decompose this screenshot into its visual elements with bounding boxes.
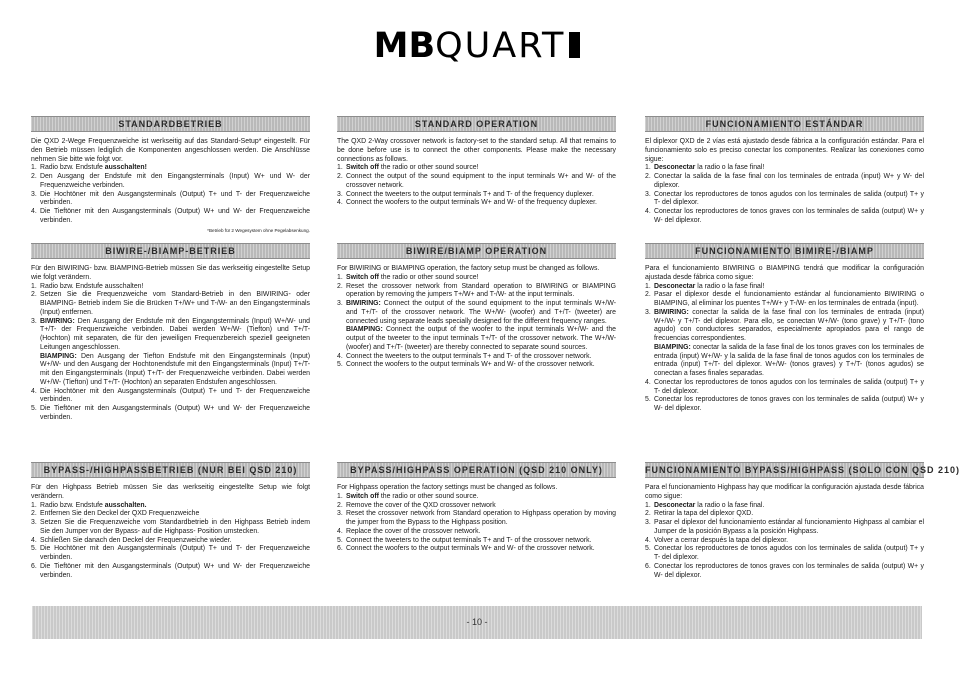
section-standard-en — [337, 116, 616, 208]
section-intro: For Highpass operation the factory settings must be changed as follows. — [337, 484, 558, 491]
page-number: - 10 - — [466, 617, 488, 627]
step-item: 2. Entfernen Sie den Deckel der QXD Frequenzweiche — [31, 510, 200, 518]
section-intro: The QXD 2-Way crossover network is factory-set to the standard setup. All that remains to be done before use is to connect the other components. Please make the necessary connections as follows. — [337, 138, 616, 163]
section-standard-de — [31, 116, 310, 234]
section-biwire-en — [337, 243, 616, 370]
steps-list — [31, 502, 310, 581]
step-item: 5. Conectar los reproductores de tonos agudos con los terminales de salida (output) T+ y T- del diplexor. — [645, 545, 924, 561]
step-item: 2. Conectar la salida de la fase final con los terminales de entrada (input) W+ y W- del diplexor. — [645, 173, 924, 189]
step-item: 2. Den Ausgang der Endstufe mit den Eingangsterminals (Input) W+ und W- der Frequenzweiche verbinden. — [31, 173, 310, 189]
section-biwire-de — [31, 243, 310, 423]
section-heading: BYPASS/HIGHPASS OPERATION (QSD 210 ONLY) — [337, 462, 616, 478]
step-item: 2. Remove the cover of the QXD crossover network — [337, 501, 496, 509]
step-item: 4. Die Hochtöner mit den Ausgangsterminals (Output) T+ und T- der Frequenzweiche verbinden. — [31, 387, 310, 404]
step-item: 5. Connect the woofers to the output terminals W+ and W- of the crossover network. — [337, 361, 595, 369]
section-bypass-en — [337, 462, 616, 554]
section-biwire-es — [645, 243, 924, 414]
step-item: 1. Desconectar la radio o la fase final! — [645, 282, 765, 290]
footnote: *Betrieb für 2 Wegesystem ohne Pegelabsenkung. — [207, 227, 310, 233]
section-heading: BIWIRE/BIAMP OPERATION — [337, 243, 616, 259]
step-item: 3. Reset the crossover network from Standard operation to Highpass operation by moving the jumper from the Bypass to the Highpass position. — [337, 510, 616, 526]
section-standard-es — [645, 116, 924, 226]
step-item: 3. Die Hochtöner mit den Ausgangsterminals (Output) T+ und T- der Frequenzweiche verbinden. — [31, 190, 310, 207]
section-heading: FUNCIONAMIENTO ESTÁNDAR — [645, 116, 924, 132]
page-footer-bar — [32, 606, 922, 639]
step-item: 3. BIWIRING: conectar la salida de la fase final con los terminales de entrada (input) W+/W- y T+/T- del diplexor. Para ello, se conectan W+/W- (tono grave) y T+/T- (tono agudo) con conductores separados, especialmente apropiados para el rango de frecuencias correspondientes. BIAMPING: conectar la salida de la fase final de los tonos graves con los terminales de entrada (input) W+/W- y la salida de la fase final de tonos agudos con los terminales de entrada (input) T+/T- del diplexor. W+/W- (tonos graves) y T+/T- (tonos agudos) se conectan a fases finales separadas. — [645, 308, 924, 377]
section-intro: El diplexor QXD de 2 vías está ajustado desde fábrica a la configuración estándar. Para el funcionamiento solo es preciso conectar los componentes. Realizar las conexiones como sigue: — [645, 138, 924, 163]
mb-quart-logo — [0, 26, 954, 66]
step-item: 6. Die Tieftöner mit den Ausgangsterminals (Output) W+ und W- der Frequenzweiche verbinden. — [31, 562, 310, 579]
steps-list — [645, 502, 924, 581]
section-intro: Für den Highpass Betrieb müssen Sie das werkseitig eingestellte Setup wie folgt verändern. — [31, 484, 310, 500]
step-item: 4. Conectar los reproductores de tonos agudos con los terminales de salida (output) T+ y T- del diplexor. — [645, 378, 924, 395]
step-item: 2. Pasar el diplexor desde el funcionamiento estándar al funcionamiento BIWIRING o BIAMPING, al eliminar los puentes T+/W+ y T-/W- en los terminales de entrada (input). — [645, 291, 924, 307]
section-heading: STANDARDBETRIEB — [31, 116, 310, 132]
steps-list — [31, 283, 310, 423]
step-item: 4. Conectar los reproductores de tonos graves con los terminales de salida (output) W+ y W- del diplexor. — [645, 208, 924, 224]
logo-bar-mark — [569, 32, 580, 58]
step-item: 4. Connect the tweeters to the output terminals T+ and T- of the crossover network. — [337, 352, 592, 360]
section-intro: Die QXD 2-Wege Frequenzweiche ist werkseitig auf das Standard-Setup* eingestellt. Für den Betrieb müssen lediglich die Komponenten angeschlossen werden. Die Anschlüsse nehmen Sie bitte wie folgt vor. — [31, 138, 310, 163]
steps-list — [645, 283, 924, 414]
step-item: 1. Radio bzw. Endstufe ausschalten. — [31, 501, 147, 509]
section-bypass-de — [31, 462, 310, 580]
section-heading: BIWIRE-/BIAMP-BETRIEB — [31, 243, 310, 259]
section-bypass-es — [645, 462, 960, 580]
step-item: 1. Switch off the radio or other sound source. — [337, 492, 479, 500]
steps-list — [337, 274, 616, 370]
section-heading: BYPASS-/HIGHPASSBETRIEB (NUR BEI QSD 210) — [31, 462, 310, 478]
step-item: 6. Conectar los reproductores de tonos graves con los terminales de salida (output) W+ y W- del diplexor. — [645, 562, 924, 579]
steps-list — [337, 493, 616, 554]
step-item: 3. BIWIRING: Connect the output of the sound equipment to the input terminals W+/W- and T+/T- of the crossover network. The W+/W- (woofer) and T+/T- (tweeter) are connected using separate leads specially designed for the different frequency ranges. BIAMPING: Connect the output of the woofer to the input terminals W+/W- and the output of the tweeter to the input terminals T+/T- of the crossover network. The W+/W- (woofer) and T+/T- (tweeter) are thereby connected to separate sound sources. — [337, 300, 617, 351]
steps-list — [645, 164, 924, 225]
step-item: 1. Switch off the radio or other sound source! — [337, 273, 479, 281]
step-item: 3. Connect the tweeters to the output terminals T+ and T- of the frequency duplexer. — [337, 190, 594, 198]
step-item: 4. Connect the woofers to the output terminals W+ and W- of the frequency duplexer. — [337, 199, 597, 207]
step-item: 4. Schließen Sie danach den Deckel der Frequenzweiche wieder. — [31, 536, 232, 544]
step-item: 5. Die Hochtöner mit den Ausgangsterminals (Output) T+ und T- der Frequenzweiche verbinden. — [31, 545, 310, 561]
step-item: 5. Conectar los reproductores de tonos graves con los terminales de salida (output) W+ y W- del diplexor. — [645, 396, 924, 412]
step-item: 3. BIWIRING: Den Ausgang der Endstufe mit den Eingangsterminals (Input) W+/W- und T+/T- der Frequenzweiche verbinden. Dabei werden W+/W- (Tiefton) und T+/T- (Hochton) mit separaten, die für den jeweiligen Frequenzbereich speziell geeigneten Leitungen angeschlossen. BIAMPING: Den Ausgang der Tiefton Endstufe mit den Eingangsterminals (Input) W+/W- und den Ausgang der Hochtonendstufe mit den Eingangsterminals (Input) T+/T- mit den Eingangsterminals (Input) T+/T- der Frequenzweiche verbinden. Dabei werden W+/W- (Tiefton) und T+/T- (Hochton) an separaten Endstufen angeschlossen. — [31, 317, 311, 386]
section-intro: Para el funcionamiento Highpass hay que modificar la configuración ajustada desde fábrica como sigue: — [645, 484, 924, 500]
step-item: 5. Die Tieftöner mit den Ausgangsterminals (Output) W+ und W- der Frequenzweiche verbinden. — [31, 405, 310, 421]
section-intro: For BIWIRING or BIAMPING operation, the factory setup must be changed as follows. — [337, 265, 600, 272]
step-item: 4. Replace the cover of the crossover network. — [337, 527, 481, 535]
step-item: 3. Conectar los reproductores de tonos agudos con los terminales de salida (output) T+ y T- del diplexor. — [645, 190, 924, 207]
section-heading: FUNCIONAMIENTO BYPASS/HIGHPASS (SOLO CON QSD 210) — [645, 462, 924, 478]
logo-bold-text: MB — [373, 26, 436, 66]
step-item: 6. Connect the woofers to the output terminals W+ and W- of the crossover network. — [337, 545, 595, 553]
logo-thin-text: QUART — [435, 26, 566, 66]
steps-list — [337, 164, 616, 208]
steps-list — [31, 164, 310, 225]
step-item: 1. Switch off the radio or other sound source! — [337, 164, 479, 172]
step-item: 4. Volver a cerrar después la tapa del diplexor. — [645, 536, 789, 544]
step-item: 1. Desconectar la radio o la fase final. — [645, 501, 765, 509]
step-item: 3. Pasar el diplexor del funcionamiento estándar al funcionamiento Highpass al cambiar el Jumper de la posición Bypass a la posición Highpass. — [645, 519, 924, 535]
step-item: 5. Connect the tweeters to the output terminals T+ and T- of the crossover network. — [337, 536, 592, 544]
step-item: 2. Setzen Sie die Frequenzweiche vom Standard-Betrieb in den BIWIRING- oder BIAMPING- Betrieb indem Sie die Brücken T+/W+ und T-/W- an den Eingangsterminals (Input) entfernen. — [31, 291, 310, 316]
step-item: 2. Reset the crossover network from Standard operation to BIWIRING or BIAMPING operation by removing the jumpers T+/W+ and T-/W- at the input terminals. — [337, 282, 616, 299]
section-heading: FUNCIONAMIENTO BIMIRE-/BIAMP — [645, 243, 924, 259]
section-heading: STANDARD OPERATION — [337, 116, 616, 132]
step-item: 2. Connect the output of the sound equipment to the input terminals W+ and W- of the crossover network. — [337, 173, 616, 189]
step-item: 4. Die Tieftöner mit den Ausgangsterminals (Output) W+ und W- der Frequenzweiche verbinden. — [31, 208, 310, 224]
step-item: 2. Retirar la tapa del diplexor QXD. — [645, 510, 754, 518]
section-intro: Para el funcionamiento BIWIRING o BIAMPING tendrá que modificar la configuración ajustada desde fábrica como sigue: — [645, 265, 924, 281]
section-intro: Für den BIWIRING- bzw. BIAMPING-Betrieb müssen Sie das werkseitig eingestellte Setup wie folgt verändern. — [31, 265, 310, 281]
step-item: 1. Desconectar la radio o la fase final! — [645, 164, 765, 172]
step-item: 1. Radio bzw. Endstufe ausschalten! — [31, 282, 144, 290]
step-item: 1. Radio bzw. Endstufe ausschalten! — [31, 164, 147, 172]
step-item: 3. Setzen Sie die Frequenzweiche vom Standardbetrieb in den Highpass Betrieb indem Sie den Jumper von der Bypass- auf die Highpass- Position umstecken. — [31, 519, 310, 535]
